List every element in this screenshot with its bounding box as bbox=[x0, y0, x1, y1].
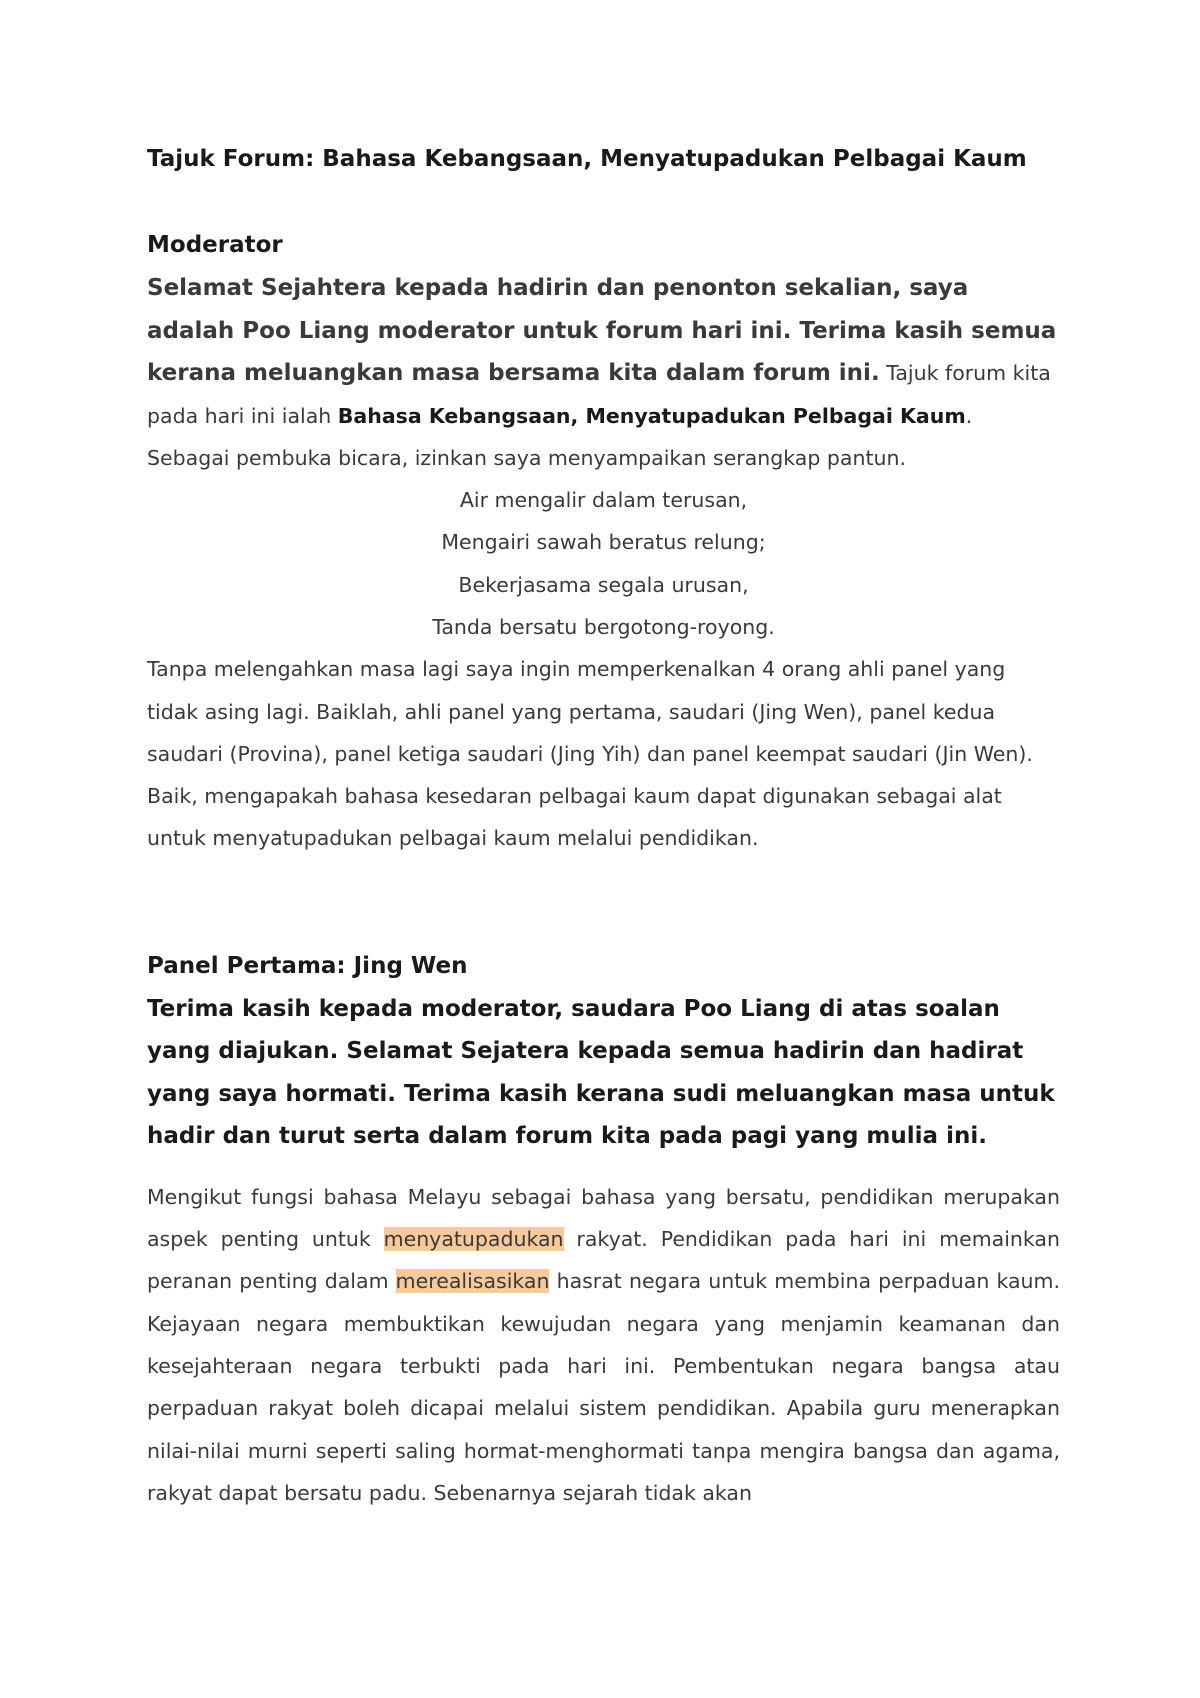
moderator-intro-before: Tajuk forum kita pada hari ini ialah bbox=[147, 361, 1051, 428]
moderator-closing: Tanpa melengahkan masa lagi saya ingin memperkenalkan 4 orang ahli panel yang tidak asing lagi. Baiklah, ahli panel yang pertama, saudari (Jing Wen), panel kedua saudari (Provina), panel ketiga saudari (Jing Yih) dan panel keempat saudari (Jin Wen). Baik, mengapakah bahasa kesedaran pelbagai kaum dapat digunakan sebagai alat untuk menyatupadukan pelbagai kaum melalui pendidikan. bbox=[147, 657, 1033, 851]
panel1-text-part: hasrat negara untuk membina perpaduan kaum. Kejayaan negara membuktikan kewujudan negara yang menjamin keamanan dan kesejahteraan negara terbukti pada hari ini. Pembentukan negara bangsa atau perpaduan rakyat boleh dicapai melalui sistem pendidikan. Apabila guru menerapkan nilai-nilai murni seperti saling hormat-menghormati tanpa mengira bangsa dan agama, rakyat dapat bersatu padu. Sebenarnya sejarah tidak akan bbox=[147, 1269, 1060, 1505]
pantun-line: Tanda bersatu bergotong-royong. bbox=[432, 614, 775, 639]
forum-title: Tajuk Forum: Bahasa Kebangsaan, Menyatupadukan Pelbagai Kaum bbox=[147, 146, 1027, 172]
panel1-paragraph bbox=[147, 1176, 1060, 1514]
pantun-line: Air mengalir dalam terusan, bbox=[459, 488, 748, 513]
pantun-line: Mengairi sawah beratus relung; bbox=[441, 530, 766, 555]
highlighted-word: menyatupadukan bbox=[383, 1227, 564, 1252]
moderator-intro-after: . Sebagai pembuka bicara, izinkan saya menyampaikan serangkap pantun. bbox=[147, 403, 973, 470]
pantun-line: Bekerjasama segala urusan, bbox=[458, 572, 749, 597]
moderator-lead-text: Selamat Sejahtera kepada hadirin dan penonton sekalian, saya adalah Poo Liang moderator untuk forum hari ini. Terima kasih semua kerana meluangkan masa bersama kita dalam forum ini. bbox=[147, 275, 1057, 386]
panel1-lead-text: Terima kasih kepada moderator, saudara Poo Liang di atas soalan yang diajukan. Selamat Sejatera kepada semua hadirin dan hadirat yang saya hormati. Terima kasih kerana sudi meluangkan masa untuk hadir dan turut serta dalam forum kita pada pagi yang mulia ini. bbox=[147, 995, 1055, 1150]
panel1-text-part: Mengikut fungsi bahasa Melayu sebagai bahasa yang bersatu, pendidikan merupakan aspek penting untuk bbox=[147, 1184, 1060, 1252]
highlighted-word: merealisasikan bbox=[395, 1269, 550, 1294]
panel1-text-part: rakyat. Pendidikan pada hari ini memainkan peranan penting dalam bbox=[147, 1227, 1060, 1294]
moderator-heading: Moderator bbox=[147, 232, 283, 258]
document-content bbox=[147, 138, 1060, 1514]
panel1-heading: Panel Pertama: Jing Wen bbox=[147, 952, 468, 979]
forum-topic-bold: Bahasa Kebangsaan, Menyatupadukan Pelbagai Kaum bbox=[337, 403, 966, 428]
pantun bbox=[147, 479, 1060, 648]
moderator-speech bbox=[147, 267, 1060, 479]
